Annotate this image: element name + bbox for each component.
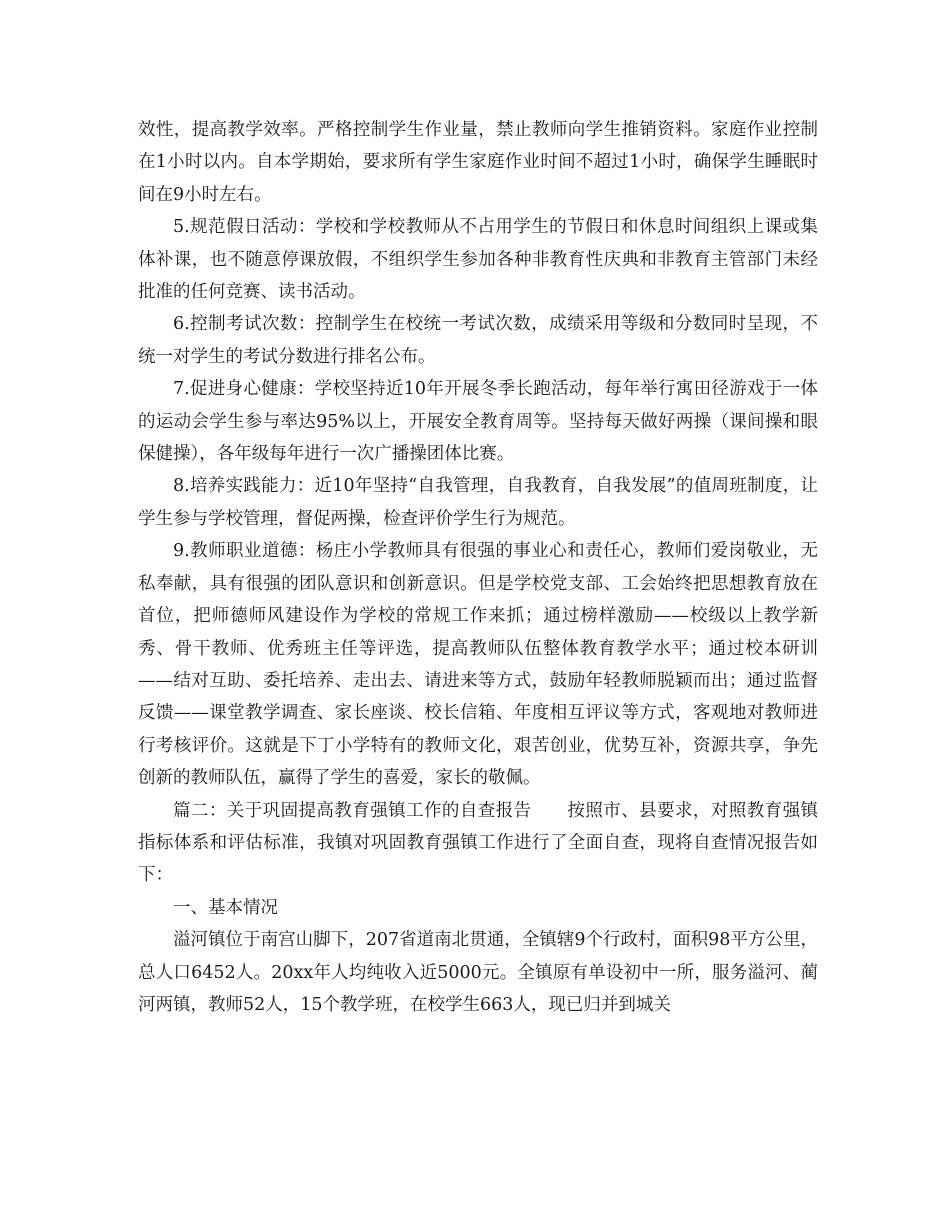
paragraph-continuation: 效性，提高教学效率。严格控制学生作业量，禁止教师向学生推销资料。家庭作业控制在1小时以内。自本学期始，要求所有学生家庭作业时间不超过1小时，确保学生睡眠时间在9小时左右。 [138, 120, 818, 205]
document-body [138, 114, 818, 1021]
paragraph-practice: 8.培养实践能力：近10年坚持“自我管理，自我教育，自我发展”的值周班制度，让学生参与学校管理，督促两操，检查评价学生行为规范。 [138, 476, 818, 529]
paragraph-health: 7.促进身心健康：学校坚持近10年开展冬季长跑活动，每年举行寓田径游戏于一体的运动会学生参与率达95%以上，开展安全教育周等。坚持每天做好两操（课间操和眼保健操），各年级每年进行一次广播操团体比赛。 [138, 379, 818, 465]
paragraph-part-two-intro: 篇二：关于巩固提高教育强镇工作的自查报告 按照市、县要求，对照教育强镇指标体系和评估标准，我镇对巩固教育强镇工作进行了全面自查，现将自查情况报告如下： [138, 800, 818, 886]
paragraph-exam-control: 6.控制考试次数：控制学生在校统一考试次数，成绩采用等级和分数同时呈现，不统一对学生的考试分数进行排名公布。 [138, 314, 818, 367]
paragraph-holiday-activities: 5.规范假日活动：学校和学校教师从不占用学生的节假日和休息时间组织上课或集体补课，也不随意停课放假，不组织学生参加各种非教育性庆典和非教育主管部门未经批准的任何竞赛、读书活动。 [138, 217, 818, 303]
section-heading-basic-info: 一、基本情况 [173, 897, 278, 918]
paragraph-town-overview: 溢河镇位于南宫山脚下，207省道南北贯通，全镇辖9个行政村，面积98平方公里，总人口6452人。20xx年人均纯收入近5000元。全镇原有单设初中一所，服务溢河、蔺河两镇，教师52人，15个教学班，在校学生663人，现已归并到城关 [138, 930, 818, 1015]
paragraph-teacher-ethics: 9.教师职业道德：杨庄小学教师具有很强的事业心和责任心，教师们爱岗敬业，无私奉献，具有很强的团队意识和创新意识。但是学校党支部、工会始终把思想教育放在首位，把师德师风建设作为学校的常规工作来抓；通过榜样激励——校级以上教学新秀、骨干教师、优秀班主任等评选，提高教师队伍整体教育教学水平；通过校本研训——结对互助、委托培养、走出去、请进来等方式，鼓励年轻教师脱颖而出；通过监督反馈——课堂教学调查、家长座谈、校长信箱、年度相互评议等方式，客观地对教师进行考核评价。这就是下丁小学特有的教师文化，艰苦创业，优势互补，资源共享，争先创新的教师队伍，赢得了学生的喜爱，家长的敬佩。 [138, 541, 818, 789]
